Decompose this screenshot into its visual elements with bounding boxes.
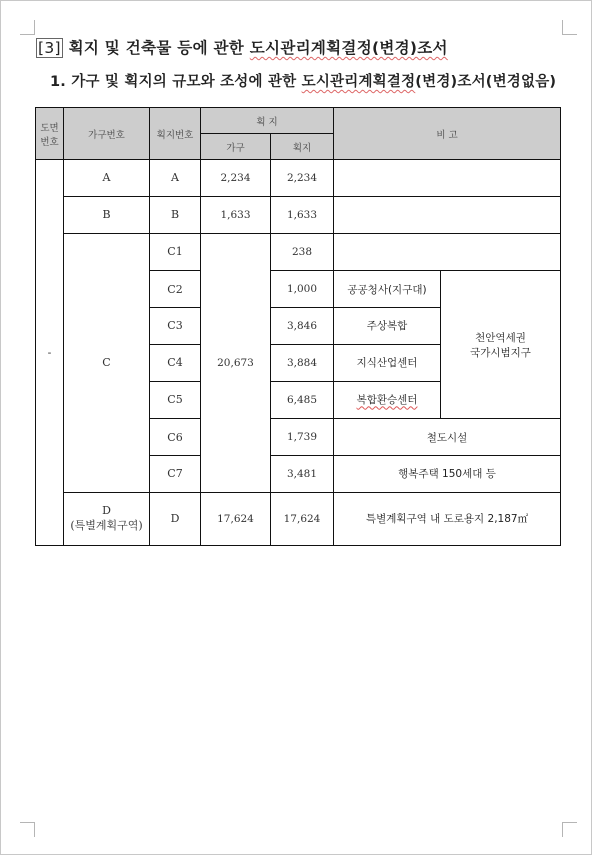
remark-c7: 행복주택 150세대 등	[334, 456, 561, 492]
lot-area-c7: 3,481	[271, 456, 334, 492]
remark-c5-text: 복합환승센터	[356, 394, 418, 407]
lot-cell-c1: C1	[150, 233, 201, 270]
group-remark-line1: 천안역세권	[475, 331, 526, 344]
section-heading-marked-text: 도시관리계획결정(변경)조서	[249, 39, 448, 57]
section-heading	[36, 36, 448, 58]
lot-cell-c2: C2	[150, 271, 201, 308]
group-remark-c2-c5	[441, 271, 561, 419]
crop-mark-bottom-right	[562, 822, 577, 837]
lot-area-d: 17,624	[271, 492, 334, 545]
section-heading-text: 획지 및 건축물 등에 관한	[68, 39, 250, 57]
block-cell-c: C	[64, 233, 150, 492]
lot-cell-b: B	[150, 196, 201, 233]
lot-cell-c5: C5	[150, 381, 201, 418]
remark-c6: 철도시설	[334, 419, 561, 456]
lot-area-c4: 3,884	[271, 344, 334, 381]
block-cell-d	[64, 492, 150, 545]
subsection-heading	[50, 70, 556, 91]
remark-c1	[334, 233, 561, 270]
lot-cell-c6: C6	[150, 419, 201, 456]
remark-c3: 주상복합	[334, 308, 441, 344]
lot-cell-a: A	[150, 160, 201, 196]
crop-mark-top-left	[20, 20, 35, 35]
lot-area-c1: 238	[271, 233, 334, 270]
block-area-b: 1,633	[201, 196, 271, 233]
remark-d: 특별계획구역 내 도로용지 2,187㎡	[334, 492, 561, 545]
lot-area-c3: 3,846	[271, 308, 334, 344]
group-remark-line2: 국가시범지구	[470, 346, 531, 359]
remark-c4: 지식산업센터	[334, 344, 441, 381]
header-area: 획 지	[201, 108, 334, 134]
lot-cell-d: D	[150, 492, 201, 545]
lot-area-c6: 1,739	[271, 419, 334, 456]
block-lot-table	[35, 107, 561, 546]
subsection-heading-marked-text: 도시관리계획결정	[301, 74, 416, 90]
header-block-area: 가구	[201, 134, 271, 160]
header-lot-no: 획지번호	[150, 108, 201, 160]
block-d-label: D	[102, 504, 111, 518]
subsection-heading-suffix: (변경)조서(변경없음)	[415, 74, 557, 90]
block-d-sublabel: (특별계획구역)	[70, 519, 143, 533]
lot-area-a: 2,234	[271, 160, 334, 196]
block-area-a: 2,234	[201, 160, 271, 196]
remark-c5	[334, 381, 441, 418]
block-area-c: 20,673	[201, 233, 271, 492]
lot-cell-c7: C7	[150, 456, 201, 492]
crop-mark-bottom-left	[20, 822, 35, 837]
block-cell-b: B	[64, 196, 150, 233]
header-remarks: 비 고	[334, 108, 561, 160]
lot-cell-c3: C3	[150, 308, 201, 344]
lot-area-c2: 1,000	[271, 271, 334, 308]
header-block-no: 가구번호	[64, 108, 150, 160]
block-cell-a: A	[64, 160, 150, 196]
block-area-d: 17,624	[201, 492, 271, 545]
remark-c2: 공공청사(지구대)	[334, 271, 441, 308]
crop-mark-top-right	[562, 20, 577, 35]
lot-cell-c4: C4	[150, 344, 201, 381]
lot-area-c5: 6,485	[271, 381, 334, 418]
subsection-heading-prefix: 1. 가구 및 획지의 규모와 조성에 관한	[50, 74, 302, 90]
map-no-cell: -	[36, 160, 64, 546]
section-number: [3]	[38, 39, 61, 57]
lot-area-b: 1,633	[271, 196, 334, 233]
remark-a	[334, 160, 561, 196]
header-map-no: 도면번호	[36, 108, 64, 160]
remark-b	[334, 196, 561, 233]
header-lot-area: 획지	[271, 134, 334, 160]
